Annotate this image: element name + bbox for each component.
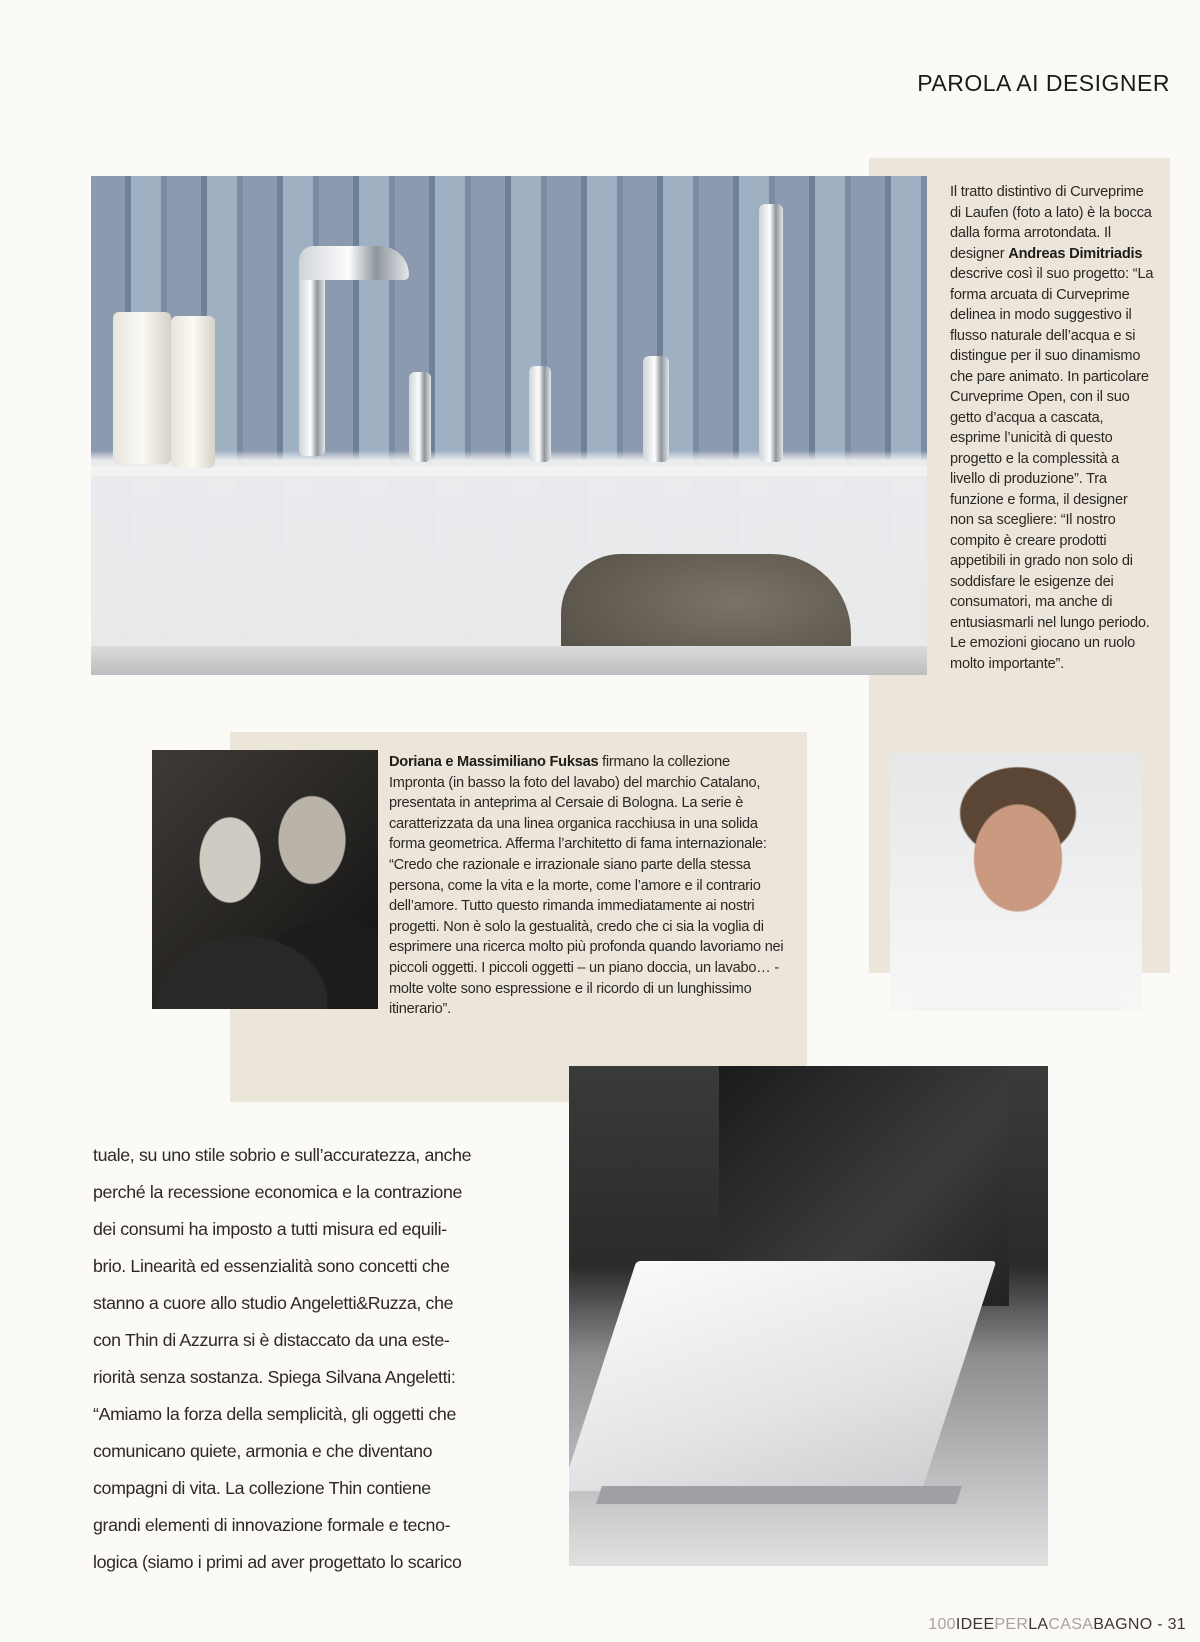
photo-impronta-sink <box>569 1066 1048 1566</box>
photo-basin-edge <box>596 1486 962 1504</box>
designer-name-fuksas: Doriana e Massimiliano Fuksas <box>389 754 599 770</box>
photo-spout <box>299 256 325 456</box>
laufen-text: descrive così il suo progetto: “La forma arcuata di Curveprime delinea in modo suggestivo il flusso naturale dell’acqua e si distingue per il suo dinamismo che pare animato. In particolare Curveprime Open, con il suo getto d’acqua a cascata, esprime l’unicità di questo progetto e la complessità a livello di produzione”. Tra funzione e forma, il designer non sa scegliere: “Il nostro compito è creare prodotti appetibili in grado non solo di soddisfare le esigenze dei consumatori, ma anche di entusiasmarli nel lungo periodo. Le emozioni giocano un ruolo molto importante”. <box>950 266 1154 672</box>
photo-portrait-dimitriadis <box>890 753 1142 1011</box>
footer-casa: CASA <box>1048 1616 1094 1633</box>
article-body <box>93 1137 498 1581</box>
footer-bagno: BAGNO <box>1093 1616 1153 1633</box>
body-line: compagni di vita. La collezione Thin contiene <box>93 1478 431 1498</box>
footer-prefix: 100 <box>928 1616 956 1633</box>
body-line: brio. Linearità ed essenzialità sono concetti che <box>93 1256 450 1276</box>
laufen-description <box>950 182 1155 674</box>
footer-la: LA <box>1028 1616 1049 1633</box>
fuksas-text: firmano la collezione Impronta (in basso la foto del lavabo) del marchio Catalano, presentata in anteprima al Cersaie di Bologna. La serie è caratterizzata da una linea organica racchiusa in una solida forma geometrica. Afferma l’architetto di fama internazionale: “Credo che razionale e irrazionale siano parte della stessa persona, come la vita e la morte, come l’amore e il contrario dell’amore. Tutto questo rimanda immediatamente ai nostri progetti. Non è solo la gestualità, credo che ci sia la voglia di esprimere una ricerca molto più profonda quando lavoriamo nei piccoli oggetti. I piccoli oggetti – un piano doccia, un lavabo… - molte volte sono espressione e il ricordo di un lunghissimo itinerario”. <box>389 754 784 1018</box>
page-number: - 31 <box>1152 1616 1186 1633</box>
body-line: riorità senza sostanza. Spiega Silvana Angeletti: <box>93 1367 456 1387</box>
photo-curveprime-faucet <box>91 176 927 675</box>
fuksas-description <box>389 752 787 1020</box>
photo-tub-rim <box>91 646 927 675</box>
body-line: logica (siamo i primi ad aver progettato lo scarico <box>93 1552 462 1572</box>
photo-ledge <box>91 466 927 476</box>
photo-handle <box>409 372 431 462</box>
footer-per: PER <box>994 1616 1029 1633</box>
body-line: “Amiamo la forza della semplicità, gli oggetti che <box>93 1404 456 1424</box>
photo-bottle <box>113 312 171 464</box>
photo-handle <box>643 356 669 462</box>
designer-name-dimitriadis: Andreas Dimitriadis <box>1008 245 1143 262</box>
footer-idee: IDEE <box>955 1616 995 1633</box>
page-footer <box>928 1616 1186 1634</box>
photo-spout-head <box>299 246 409 280</box>
laufen-intro: Il tratto distintivo di Curveprime di Laufen (foto a lato) è la bocca dalla forma arrotondata. Il designer <box>950 184 1152 262</box>
body-line: dei consumi ha imposto a tutti misura ed equili- <box>93 1219 447 1239</box>
body-line: perché la recessione economica e la contrazione <box>93 1182 463 1202</box>
photo-portrait-fuksas <box>152 750 378 1009</box>
photo-hand-shower <box>759 204 783 462</box>
section-title: PAROLA AI DESIGNER <box>917 70 1170 96</box>
body-line: stanno a cuore allo studio Angeletti&Ruzza, che <box>93 1293 454 1313</box>
photo-bottle <box>171 316 215 468</box>
body-line: tuale, su uno stile sobrio e sull’accuratezza, anche <box>93 1145 472 1165</box>
photo-handle <box>529 366 551 462</box>
photo-basin <box>569 1261 996 1491</box>
body-line: comunicano quiete, armonia e che diventano <box>93 1441 433 1461</box>
body-line: con Thin di Azzurra si è distaccato da una este- <box>93 1330 450 1350</box>
body-line: grandi elementi di innovazione formale e tecno- <box>93 1515 451 1535</box>
